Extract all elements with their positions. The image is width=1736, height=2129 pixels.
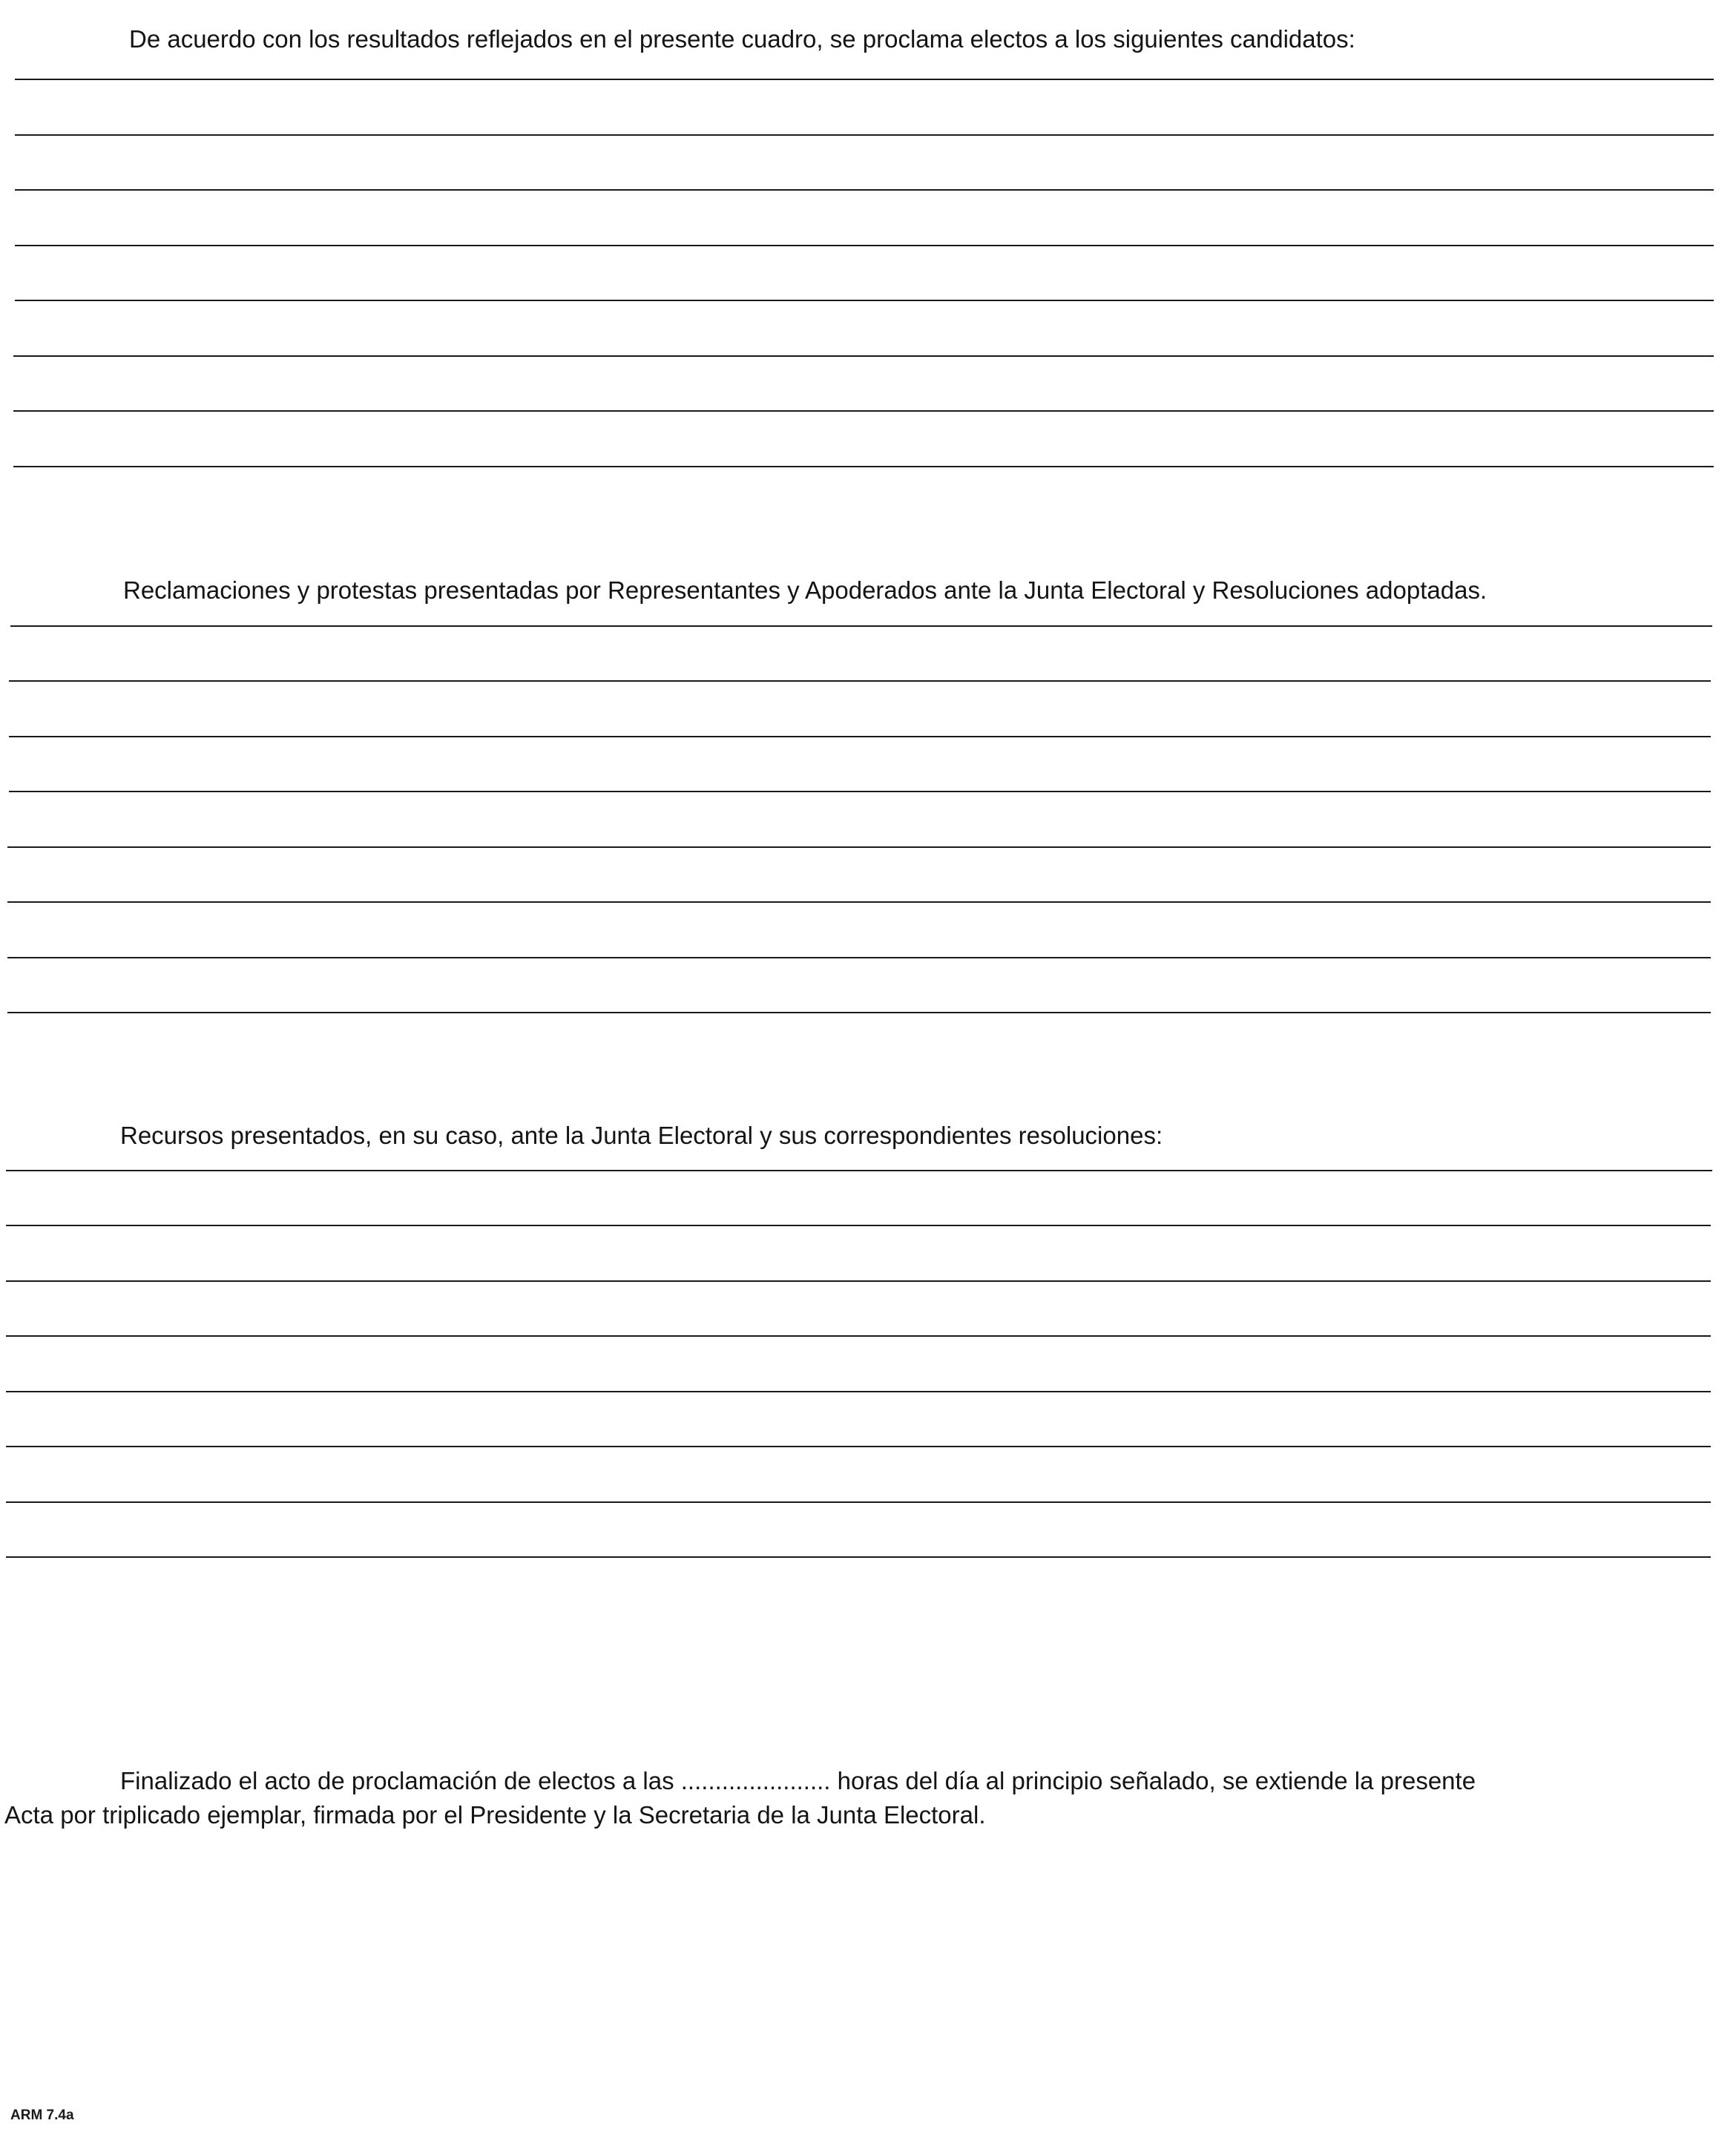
writing-line[interactable] [7,846,1711,848]
writing-line[interactable] [6,1335,1711,1337]
writing-line[interactable] [13,410,1714,412]
closing-text-end: horas del día al principio señalado, se extiende la presente [837,1767,1476,1794]
writing-line[interactable] [9,736,1711,737]
form-code: ARM 7.4a [10,2107,74,2123]
closing-line-1 [0,1764,1714,1798]
writing-line[interactable] [15,300,1714,301]
writing-line[interactable] [9,791,1711,792]
hours-blank[interactable]: ...................... [680,1767,831,1794]
writing-line[interactable] [6,1391,1711,1392]
writing-line[interactable] [6,1446,1711,1447]
writing-line[interactable] [6,1225,1711,1226]
writing-line[interactable] [9,680,1711,682]
reclamaciones-heading: Reclamaciones y protestas presentadas por Representantes y Apoderados ante la Junta Electoral y Resoluciones adoptadas. [123,576,1487,604]
writing-line[interactable] [15,79,1714,80]
writing-line[interactable] [6,1556,1711,1558]
writing-line[interactable] [13,466,1714,467]
electos-heading: De acuerdo con los resultados reflejados en el presente cuadro, se proclama electos a los siguientes candidatos: [129,25,1355,53]
writing-line[interactable] [6,1170,1712,1171]
writing-line[interactable] [15,134,1714,136]
closing-text-start: Finalizado el acto de proclamación de electos a las [120,1767,674,1794]
writing-line[interactable] [13,355,1714,357]
writing-line[interactable] [10,625,1712,627]
closing-paragraph [0,1764,1714,1832]
recursos-heading: Recursos presentados, en su caso, ante la Junta Electoral y sus correspondientes resoluciones: [120,1122,1163,1149]
writing-line[interactable] [15,245,1714,246]
writing-line[interactable] [15,189,1714,191]
writing-line[interactable] [6,1501,1711,1503]
writing-line[interactable] [7,957,1711,958]
writing-line[interactable] [6,1280,1711,1282]
closing-line-2: Acta por triplicado ejemplar, firmada por el Presidente y la Secretaria de la Junta Electoral. [4,1801,986,1829]
writing-line[interactable] [7,901,1711,903]
writing-line[interactable] [7,1012,1711,1013]
